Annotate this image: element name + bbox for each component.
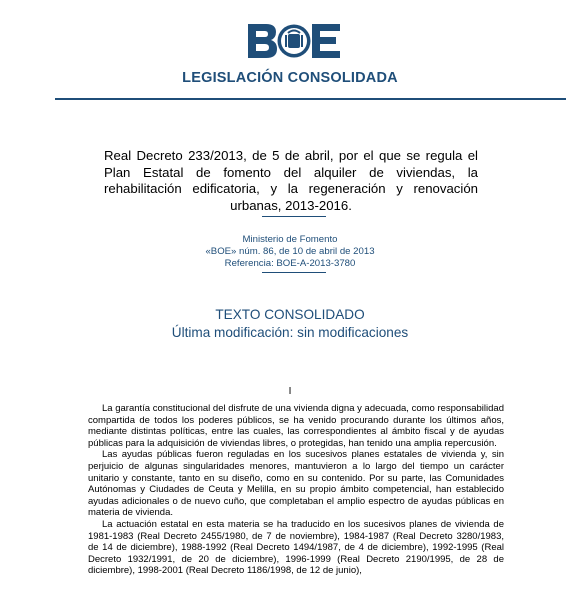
meta-divider bbox=[262, 272, 326, 273]
paragraph: La actuación estatal en esta materia se ha traducido en los sucesivos planes de vivienda de 1981-1983 (Real Decreto 2455/1980, de 7 de noviembre), 1984-1987 (Real Decreto 3280/1983, de 14 de diciembre), 1988-1992 (Real Decreto 1494/1987, de 4 de diciembre), 1992-1995 (Real Decreto 1932/1991, de 20 de diciembre), 1996-1999 (Real Decreto 2190/1995, de 28 de diciembre), 1998-2001 (Real Decreto 1186/1998, de 12 de junio), bbox=[88, 518, 504, 577]
document-title: Real Decreto 233/2013, de 5 de abril, por el que se regula el Plan Estatal de fomento del alquiler de viviendas, la rehabilitación edificatoria, y la regeneración y renovación urbanas, 2013-2016. bbox=[104, 148, 478, 213]
header-title: LEGISLACIÓN CONSOLIDADA bbox=[182, 70, 398, 86]
last-modification: Última modificación: sin modificaciones bbox=[171, 325, 409, 340]
paragraph: Las ayudas públicas fueron reguladas en los sucesivos planes estatales de vivienda y, sin perjuicio de algunas singularidades menores, mantuvieron a lo largo del tiempo un carácter unitario y constante, tanto en su diseño, como en su contenido. Por su parte, las Comunidades Autónomas y Ciudades de Ceuta y Melilla, en su propio ámbito competencial, han establecido ayudas adicionales o de nuevo cuño, que completaban el amplio espectro de ayudas públicas en materia de vivienda. bbox=[88, 449, 504, 519]
section-number: I bbox=[288, 386, 292, 397]
publication-info: «BOE» núm. 86, de 10 de abril de 2013 bbox=[205, 246, 375, 257]
body-text bbox=[88, 403, 504, 577]
boe-logo bbox=[246, 22, 342, 60]
title-divider bbox=[262, 216, 326, 217]
paragraph: La garantía constitucional del disfrute de una vivienda digna y adecuada, como responsabilidad compartida de todos los poderes públicos, se ha venido procurando durante los últimos años, mediante distintas políticas, entre las cuales, las correspondientes al ámbito fiscal y de ayudas públicas para la adquisición de viviendas libres, o protegidas, han tenido una amplia repercusión. bbox=[88, 403, 504, 449]
consolidated-label: TEXTO CONSOLIDADO bbox=[215, 307, 365, 322]
ministry: Ministerio de Fomento bbox=[242, 234, 338, 245]
reference: Referencia: BOE-A-2013-3780 bbox=[224, 258, 356, 269]
logo-text: BOE bbox=[246, 22, 249, 23]
header-divider bbox=[55, 98, 566, 100]
